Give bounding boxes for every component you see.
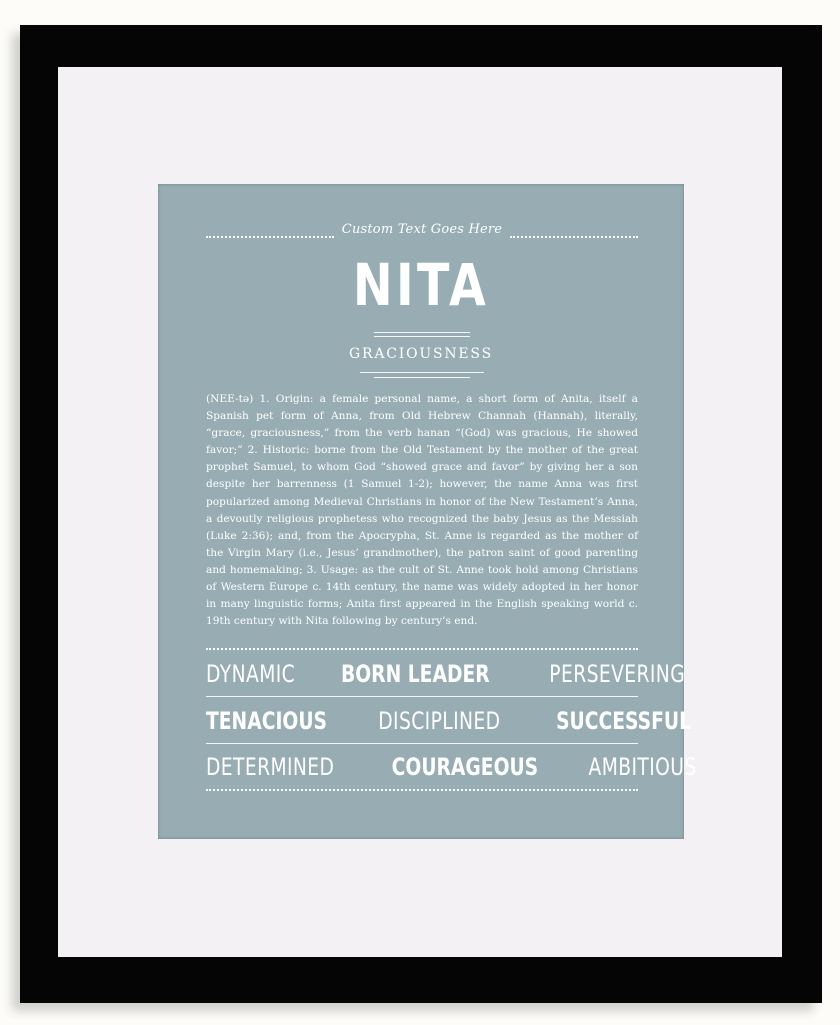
traits-row [206,750,697,784]
dotted-divider-right [510,236,638,238]
traits-row-divider [206,743,638,744]
dotted-divider-left [206,236,334,238]
trait: BORN LEADER [341,660,490,688]
trait: SUCCESSFUL [555,707,691,735]
trait: DYNAMIC [206,660,296,688]
custom-text: Custom Text Goes Here [341,222,503,237]
traits-row [206,657,686,691]
trait: TENACIOUS [206,707,328,735]
trait: DISCIPLINED [378,707,501,735]
trait: PERSEVERING [549,660,686,688]
name-title: NITA [352,251,490,319]
name-definition: (NEE-tə) 1. Origin: a female personal name, a short form of Anita, itself a Spanish pet form of Anna, from Old Hebrew Channah (Hannah), literally, “grace, graciousness,” from the verb hanan “(God) was gracious, He showed favor;” 2. Historic: borne from the Old Testament by the mother of the great prophet Samuel, to whom God “showed grace and favor” by giving her a son despite her barrenness (1 Samuel 1-2); however, the name Anna was first popularized among Medieval Christians in honor of the New Testament’s Anna, a devoutly religious prophetess who recognized the baby Jesus as the Messiah (Luke 2:36); and, from the Apocrypha, St. Anne is regarded as the mother of the Virgin Mary (i.e., Jesus’ grandmother), the patron saint of good parenting and homemaking; 3. Usage: as the cult of St. Anne took hold among Christians of Western Europe c. 14th century, the name was widely adopted in her honor in many linguistic forms; Anita first appeared in the English speaking world c. 19th century with Nita following by century’s end. [206,393,638,628]
rule-above-meaning [374,332,470,333]
frame-mat [58,67,782,957]
trait: COURAGEOUS [391,753,538,781]
name-meaning: GRACIOUSNESS [349,346,493,362]
dotted-divider-traits-top [206,648,638,650]
trait: DETERMINED [206,753,335,781]
rule-below-meaning [360,372,484,373]
dotted-divider-traits-bottom [206,789,638,791]
trait: AMBITIOUS [588,753,697,781]
name-print [158,184,697,839]
rule-below-meaning-2 [374,377,470,378]
rule-above-meaning-2 [374,336,470,337]
picture-frame [20,25,822,1003]
traits-row [206,704,691,738]
traits-row-divider [206,696,638,697]
